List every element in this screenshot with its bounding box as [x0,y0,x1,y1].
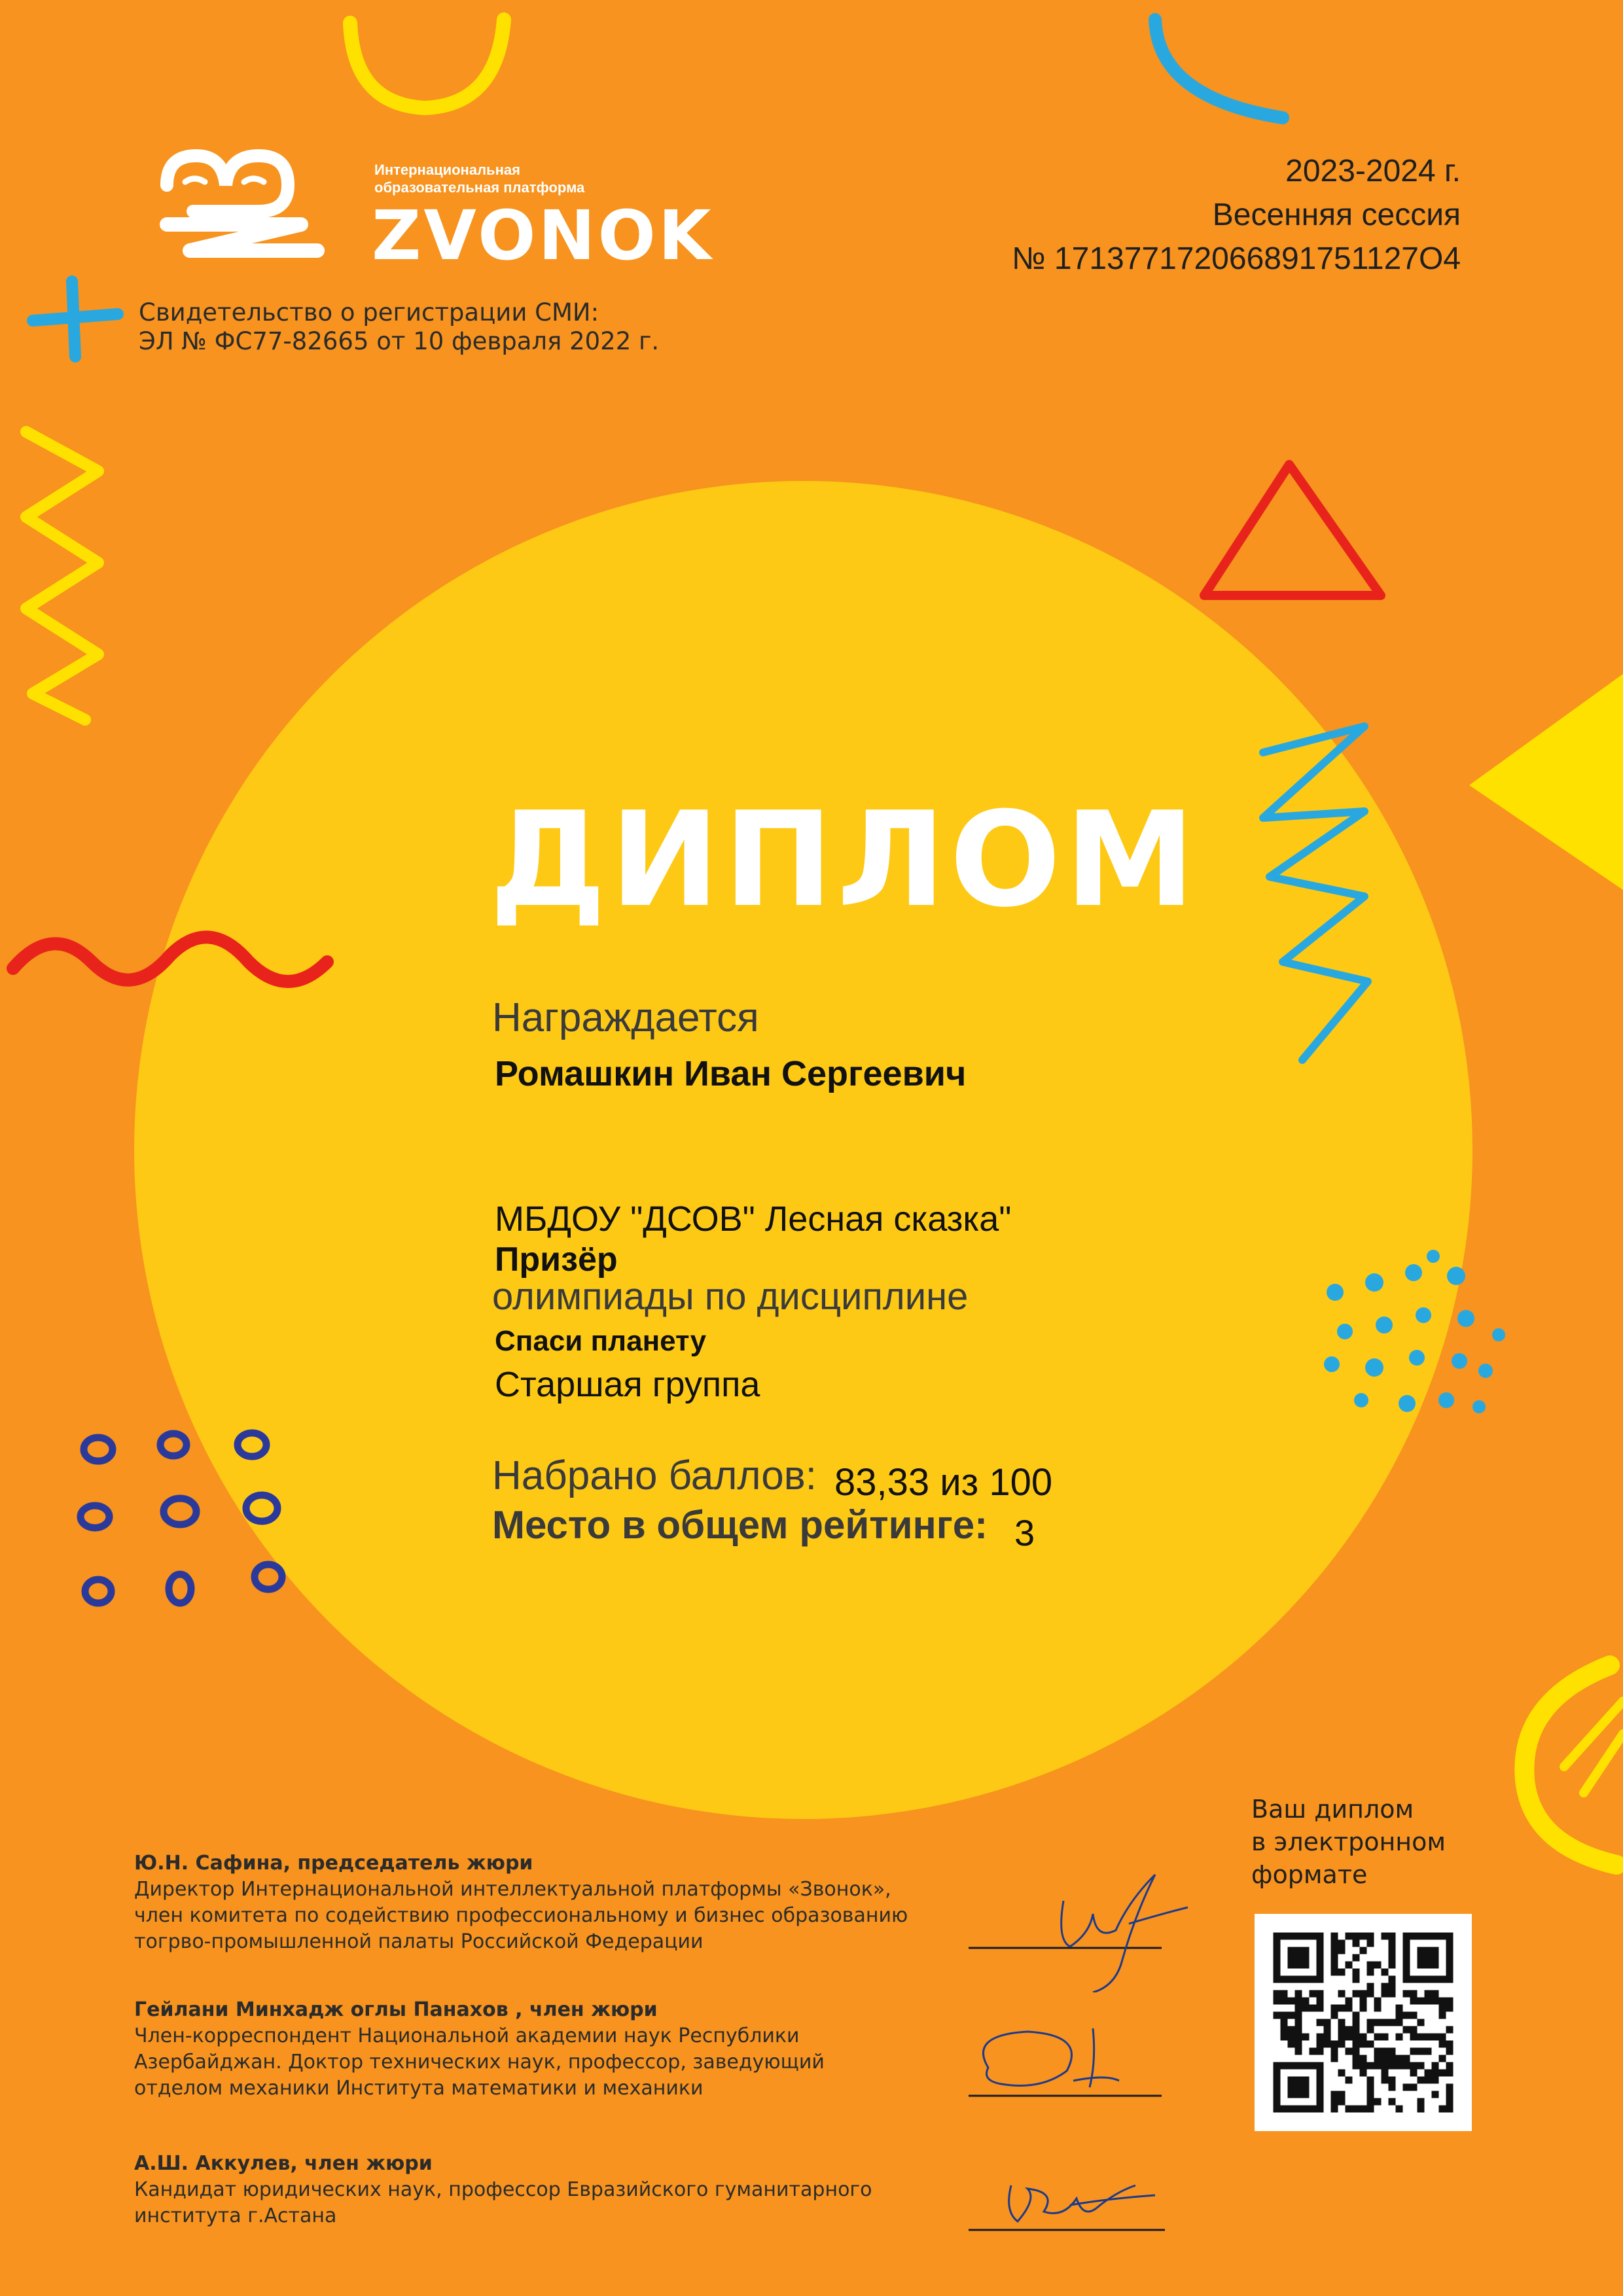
red-wave-doodle [13,937,327,981]
logo-wordmark: ZVONOK [372,196,714,275]
registration-certificate: Свидетельство о регистрации СМИ: ЭЛ № ФС77-82665 от 10 февраля 2022 г. [139,298,660,355]
score-value: 83,33 из 100 [834,1461,1053,1504]
signature-3 [965,2172,1201,2238]
qr-caption: Ваш диплом в электронном формате [1251,1795,1446,1889]
diploma-title: ДИПЛОМ [490,784,1200,936]
group: Старшая группа [495,1365,760,1404]
organization: МБДОУ "ДСОВ" Лесная сказка" [495,1199,1012,1239]
logo-subtitle: Интернациональная образовательная платформа [374,162,585,196]
jury-member-1: Ю.Н. Сафина, председатель жюри Директор Интернациональной интеллектуальной платформы «Звонок», член комитета по содействию профессиональному и бизнес образованию тогрво-промышленной палаты Российской Федерации [134,1852,908,1953]
blue-arc-doodle [1155,20,1283,118]
diploma-number: № 171377172066891751127O4 [1012,241,1461,276]
award-status: Призёр [495,1241,618,1279]
qr-code-icon [1255,1914,1472,2131]
blue-zigzag-doodle [1263,726,1368,1060]
jury-member-2: Гейлани Минхадж оглы Панахов , член жюри Член-корреспондент Национальной академии наук Республики Азербайджан. Доктор технических наук, профессор, заведующий отделом механики Института математики и механики [134,1998,825,2100]
rank-value: 3 [1014,1512,1035,1553]
yellow-triangle-shape [1469,674,1623,890]
awarded-label: Награждается [492,995,759,1040]
yellow-arc-doodle [350,20,504,108]
signature-1 [965,1862,1201,1992]
diploma-meta [1012,149,1461,281]
rank-label: Место в общем рейтинге: [492,1503,988,1547]
blue-cross-doodle [33,281,118,357]
discipline: Спаси планету [495,1325,707,1357]
navy-rings-doodle [80,1433,282,1603]
session: Весенняя сессия [1212,198,1461,232]
blue-dots-doodle [1324,1250,1505,1413]
qr-code[interactable] [1255,1914,1472,2131]
zvonok-logo-icon [154,149,330,274]
red-triangle-doodle [1204,465,1381,595]
academic-year: 2023-2024 г. [1285,154,1461,188]
jury-member-3: А.Ш. Аккулев, член жюри Кандидат юридических наук, профессор Евразийского гуманитарного института г.Астана [134,2152,872,2227]
recipient-name: Ромашкин Иван Сергеевич [495,1054,967,1093]
yellow-zigzag-doodle [26,432,98,720]
score-label: Набрано баллов: [492,1453,817,1498]
olympiad-label: олимпиады по дисциплине [492,1275,969,1318]
signature-2 [962,2022,1198,2107]
